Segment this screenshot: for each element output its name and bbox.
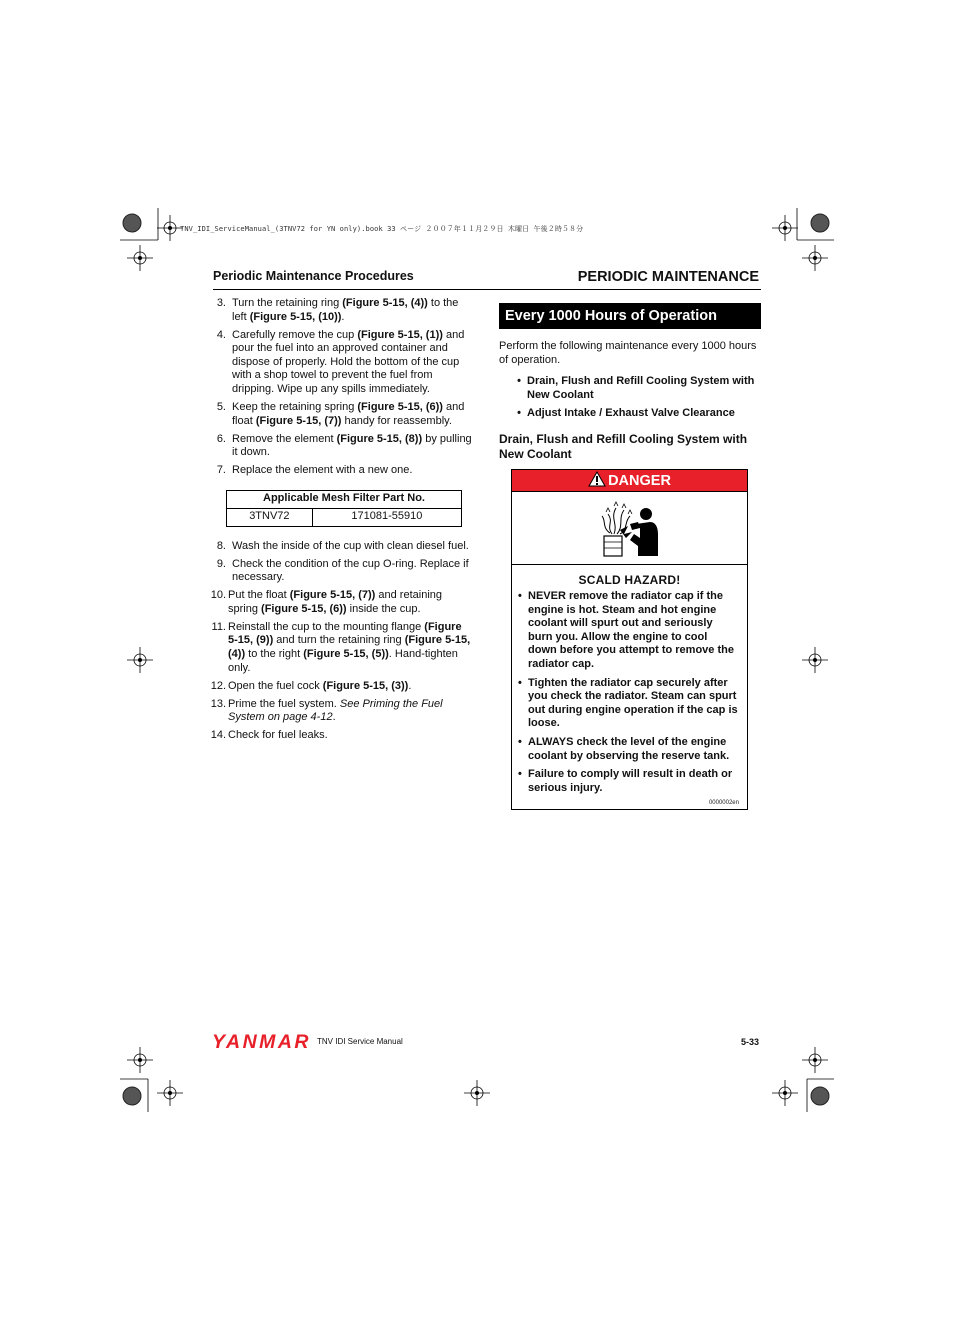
step-text-run: and pour the fuel into an approved container and dispose of properly. Hold the bottom of the cup with a shop towel to prevent the fuel from dripping. Wipe up any spills immediately. xyxy=(232,328,465,395)
procedure-step xyxy=(212,698,474,725)
step-text xyxy=(232,329,474,397)
step-number: 12. xyxy=(210,679,226,692)
figure-reference: (Figure 5-15, (6)) xyxy=(357,400,443,413)
step-number: 6. xyxy=(216,432,226,445)
step-text-run: Prime the fuel system. xyxy=(228,697,340,710)
mesh-filter-table xyxy=(226,490,462,527)
step-text xyxy=(228,729,474,743)
procedure-step xyxy=(212,329,474,397)
procedure-step xyxy=(212,401,474,428)
step-text-run: and retaining spring xyxy=(228,589,443,615)
cross-reference: See Priming the Fuel System on page 4-12 xyxy=(228,697,443,724)
step-text-run: handy for reassembly. xyxy=(341,414,452,427)
step-text-run: . Hand-tighten only. xyxy=(228,648,458,674)
table-cell-model: 3TNV72 xyxy=(227,508,313,526)
header-chapter-title: PERIODIC MAINTENANCE xyxy=(577,269,759,285)
step-text-run: Check for fuel leaks. xyxy=(228,729,328,742)
step-text-run: and turn the retaining ring xyxy=(273,634,405,647)
figure-reference: (Figure 5-15, (1)) xyxy=(357,328,443,341)
steps-list-a xyxy=(212,297,474,478)
step-number: 8. xyxy=(216,539,226,552)
table-row xyxy=(227,508,462,526)
step-text-run: inside the cup. xyxy=(346,602,421,615)
step-number: 4. xyxy=(216,328,226,341)
procedure-column xyxy=(212,297,474,747)
steam-burn-icon xyxy=(600,500,662,560)
step-text xyxy=(228,698,474,725)
warning-triangle-icon xyxy=(588,471,606,487)
step-text-run: Check the condition of the cup O-ring. Replace if necessary. xyxy=(232,557,469,584)
step-text-run: to the right xyxy=(245,648,304,661)
step-text-run: Open the fuel cock xyxy=(228,679,323,692)
procedure-step xyxy=(212,680,474,694)
figure-reference: (Figure 5-15, (10)) xyxy=(249,310,342,323)
step-number: 5. xyxy=(216,400,226,413)
step-text xyxy=(232,464,474,478)
list-item: • Tighten the radiator cap securely after you check the radiator. Steam can spurt out during engine operation if the cap is loose. xyxy=(518,676,738,730)
step-text xyxy=(232,401,474,428)
figure-reference: (Figure 5-15, (6)) xyxy=(261,602,347,615)
figure-reference: (Figure 5-15, (3)) xyxy=(322,679,409,692)
print-info: TNV_IDI_ServiceManual_(3TNV72 for YN only).book 33 ページ ２００７年１１月２９日 木曜日 午後２時５８分 xyxy=(180,225,584,233)
list-item: • NEVER remove the radiator cap if the engine is hot. Steam and hot engine coolant will spurt out and seriously burn you. Allow the engine to cool down before you attempt to remove the radiator cap. xyxy=(518,590,734,670)
figure-reference: (Figure 5-15, (7)) xyxy=(289,589,376,602)
yanmar-logo xyxy=(212,1031,310,1053)
manual-title: TNV IDI Service Manual xyxy=(317,1037,403,1046)
step-text-run: Reinstall the cup to the mounting flange xyxy=(228,620,425,633)
step-number: 11. xyxy=(211,620,226,633)
figure-reference: (Figure 5-15, (7)) xyxy=(255,414,342,427)
section-title-bar: Every 1000 Hours of Operation xyxy=(499,303,761,329)
danger-header xyxy=(512,470,747,492)
step-text xyxy=(232,433,474,460)
hazard-title: SCALD HAZARD! xyxy=(578,573,681,587)
table-header: Applicable Mesh Filter Part No. xyxy=(227,490,462,508)
label-code: 0000002en xyxy=(708,800,739,806)
step-text-run: Keep the retaining spring xyxy=(232,400,358,413)
step-text xyxy=(232,540,474,554)
procedure-step xyxy=(212,464,474,478)
scald-pictogram xyxy=(512,492,747,565)
step-text-run: Turn the retaining ring xyxy=(232,297,343,309)
step-text xyxy=(232,558,474,585)
step-text-run: Replace the element with a new one. xyxy=(232,464,413,477)
procedure-step xyxy=(212,558,474,585)
danger-title: DANGER xyxy=(608,473,671,489)
maintenance-column xyxy=(499,303,761,462)
procedure-step xyxy=(212,589,474,616)
step-text-run: by pulling it down. xyxy=(232,432,472,459)
task-list xyxy=(499,375,761,420)
step-number: 10. xyxy=(210,589,226,602)
step-text-run: to the left xyxy=(232,297,459,323)
header-rule xyxy=(213,289,761,290)
step-text xyxy=(228,680,474,694)
step-text xyxy=(228,621,474,675)
step-text-run: . xyxy=(341,310,345,323)
step-text-run: Put the float xyxy=(228,589,290,602)
figure-reference: (Figure 5-15, (4)) xyxy=(342,297,428,309)
danger-box xyxy=(511,469,748,810)
list-item: • Adjust Intake / Exhaust Valve Clearance xyxy=(517,406,735,419)
list-item: • ALWAYS check the level of the engine coolant by observing the reserve tank. xyxy=(518,735,730,762)
steps-list-b xyxy=(212,540,474,743)
danger-list xyxy=(512,587,747,795)
step-text xyxy=(232,297,474,324)
figure-reference: (Figure 5-15, (5)) xyxy=(303,648,389,661)
step-number: 9. xyxy=(216,557,226,570)
step-text-run: Carefully remove the cup xyxy=(232,328,358,341)
header-section-title: Periodic Maintenance Procedures xyxy=(213,269,414,283)
step-text-run: . xyxy=(408,679,412,692)
step-number: 14. xyxy=(210,729,226,742)
procedure-step xyxy=(212,729,474,743)
step-number: 7. xyxy=(216,464,226,477)
step-text-run: . xyxy=(332,711,336,724)
list-item: • Failure to comply will result in death or serious injury. xyxy=(518,768,733,794)
brand-text: YANMAR xyxy=(212,1031,308,1053)
step-number: 3. xyxy=(216,297,226,309)
procedure-step xyxy=(212,433,474,460)
procedure-step xyxy=(212,297,474,324)
page-number: 5-33 xyxy=(740,1037,759,1047)
procedure-step xyxy=(212,540,474,554)
figure-reference: (Figure 5-15, (9)) xyxy=(228,620,462,647)
table-cell-part-no: 171081-55910 xyxy=(312,508,461,526)
step-text xyxy=(228,589,474,616)
procedure-step xyxy=(212,621,474,675)
step-text-run: and float xyxy=(232,400,465,427)
step-text-run: Wash the inside of the cup with clean diesel fuel. xyxy=(232,539,469,552)
step-number: 13. xyxy=(210,697,226,710)
list-item: • Drain, Flush and Refill Cooling System with New Coolant xyxy=(517,375,755,401)
step-text-run: Remove the element xyxy=(232,432,337,445)
figure-reference: (Figure 5-15, (8)) xyxy=(336,432,423,445)
table-header-row xyxy=(227,490,462,508)
intro-text: Perform the following maintenance every 1000 hours of operation. xyxy=(499,340,757,366)
figure-reference: (Figure 5-15, (4)) xyxy=(228,634,471,661)
subheading: Drain, Flush and Refill Cooling System with New Coolant xyxy=(499,432,748,462)
